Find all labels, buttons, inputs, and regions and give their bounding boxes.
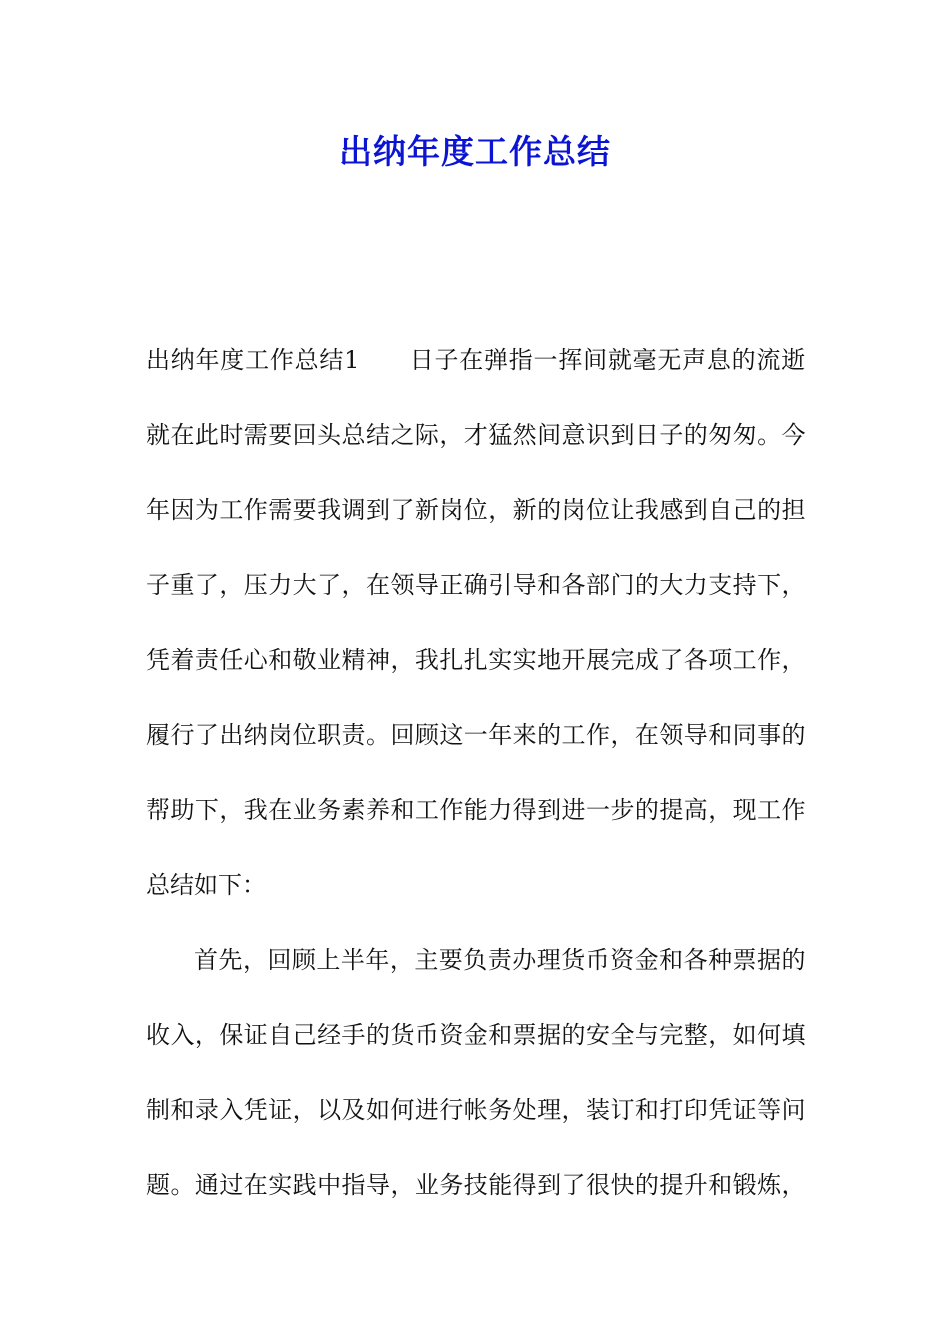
line-text: 出纳年度工作总结1 日子在弹指一挥间就毫无声息的流逝: [146, 346, 806, 374]
line-text: 帮助下，我在业务素养和工作能力得到进一步的提高，现工作: [146, 796, 806, 824]
paragraph-line: [146, 635, 806, 710]
document-title: 出纳年度工作总结: [339, 132, 611, 171]
paragraph-line: [146, 485, 806, 560]
paragraph-line: [146, 860, 806, 935]
paragraph-line: [146, 1010, 806, 1085]
paragraph-line: [146, 1085, 806, 1160]
line-text: 制和录入凭证，以及如何进行帐务处理，装订和打印凭证等问: [146, 1096, 806, 1124]
line-text: 收入，保证自己经手的货币资金和票据的安全与完整，如何填: [146, 1021, 806, 1049]
paragraph-line: [146, 785, 806, 860]
line-text: 子重了，压力大了，在领导正确引导和各部门的大力支持下，: [146, 571, 806, 599]
line-text: 履行了出纳岗位职责。回顾这一年来的工作，在领导和同事的: [146, 721, 806, 749]
paragraph-line: [146, 1160, 806, 1235]
line-text: 首先，回顾上半年，主要负责办理货币资金和各种票据的: [194, 946, 806, 974]
paragraph-line: [146, 935, 806, 1010]
line-text: 就在此时需要回头总结之际，才猛然间意识到日子的匆匆。今: [146, 421, 806, 449]
paragraph-line: [146, 710, 806, 785]
line-text: 总结如下：: [146, 871, 266, 899]
document-body: [146, 335, 806, 1235]
paragraph-line: [146, 410, 806, 485]
paragraph-line: [146, 335, 806, 410]
line-text: 凭着责任心和敬业精神，我扎扎实实地开展完成了各项工作，: [146, 646, 806, 674]
line-text: 题。通过在实践中指导，业务技能得到了很快的提升和锻炼，: [146, 1171, 806, 1199]
paragraph-line: [146, 560, 806, 635]
line-text: 年因为工作需要我调到了新岗位，新的岗位让我感到自己的担: [146, 496, 806, 524]
